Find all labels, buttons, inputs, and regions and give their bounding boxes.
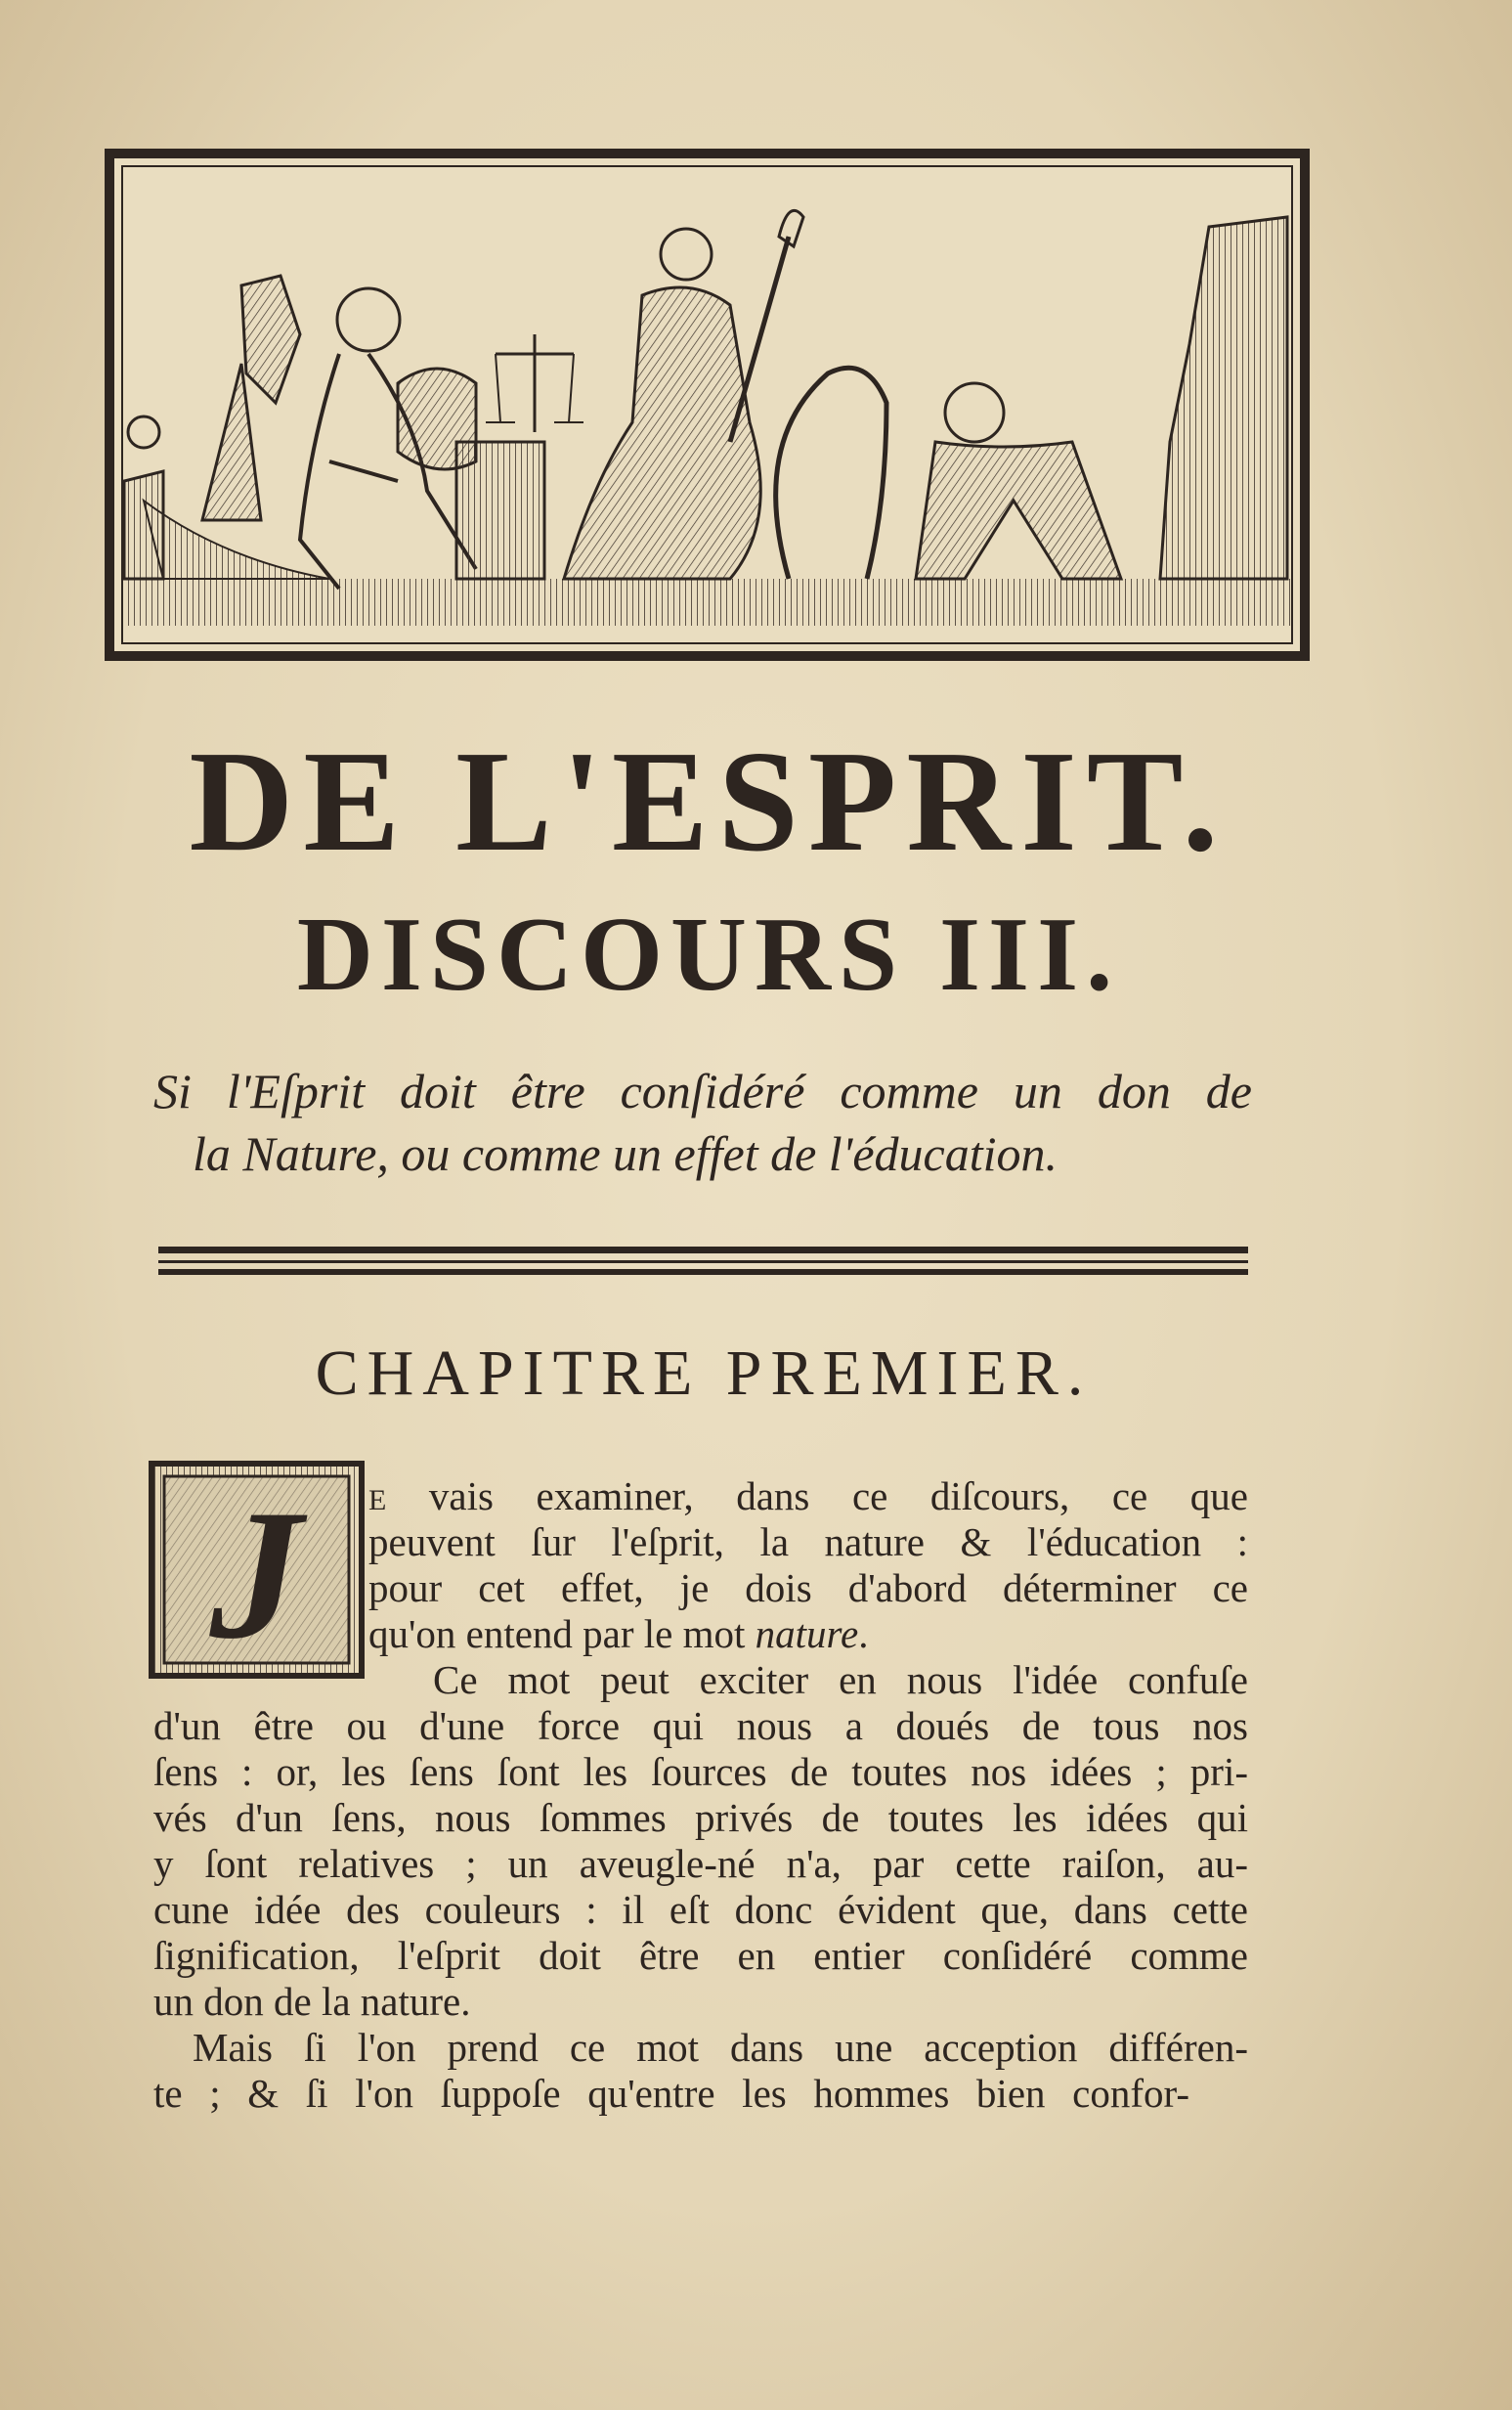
body-line: pour cet effet, je dois d'abord déterminer ce (368, 1565, 1248, 1610)
double-rule-divider (158, 1245, 1248, 1279)
body-line: ſens : or, les ſens ſont les ſources de toutes nos idées ; pri- (153, 1749, 1248, 1794)
body-line: d'un être ou d'une force qui nous a doués de tous nos (153, 1703, 1248, 1748)
small-cap-letter: E (368, 1484, 387, 1516)
chapter-heading: CHAPITRE PREMIER. (315, 1337, 1093, 1409)
text: qu'on entend par le mot (368, 1611, 756, 1656)
body-line (368, 1473, 1248, 1519)
drop-cap-letter: J (209, 1472, 303, 1678)
text: vais examiner, dans ce diſcours, ce que (386, 1473, 1248, 1518)
woodcut-headpiece-illustration (105, 149, 1310, 661)
body-line: y ſont relatives ; un aveugle-né n'a, par cette raiſon, au- (153, 1841, 1248, 1886)
body-line: un don de la nature. (153, 1979, 471, 2024)
ornamental-drop-cap (149, 1461, 365, 1679)
text: . (858, 1611, 869, 1656)
body-line: peuvent ſur l'eſprit, la nature & l'éducation : (368, 1519, 1248, 1564)
subtitle-line-2: la Nature, ou comme un effet de l'éducation. (193, 1126, 1058, 1181)
body-line: ſignification, l'eſprit doit être en entier conſidéré comme (153, 1933, 1248, 1978)
body-line: Mais ſi l'on prend ce mot dans une acception différen- (193, 2025, 1248, 2070)
subtitle-line-1: Si l'Eſprit doit être conſidéré comme un don de (153, 1064, 1252, 1118)
body-line: te ; & ſi l'on ſuppoſe qu'entre les hommes bien confor- (153, 2071, 1189, 2116)
discourse-heading: DISCOURS III. (296, 897, 1121, 1013)
body-line: Ce mot peut exciter en nous l'idée confuſe (433, 1657, 1248, 1702)
body-line: vés d'un ſens, nous ſommes privés de toutes les idées qui (153, 1795, 1248, 1840)
body-line (368, 1611, 868, 1657)
page-title: DE L'ESPRIT. (189, 722, 1229, 882)
italic-word: nature (755, 1611, 859, 1656)
body-line: cune idée des couleurs : il eſt donc évident que, dans cette (153, 1887, 1248, 1932)
